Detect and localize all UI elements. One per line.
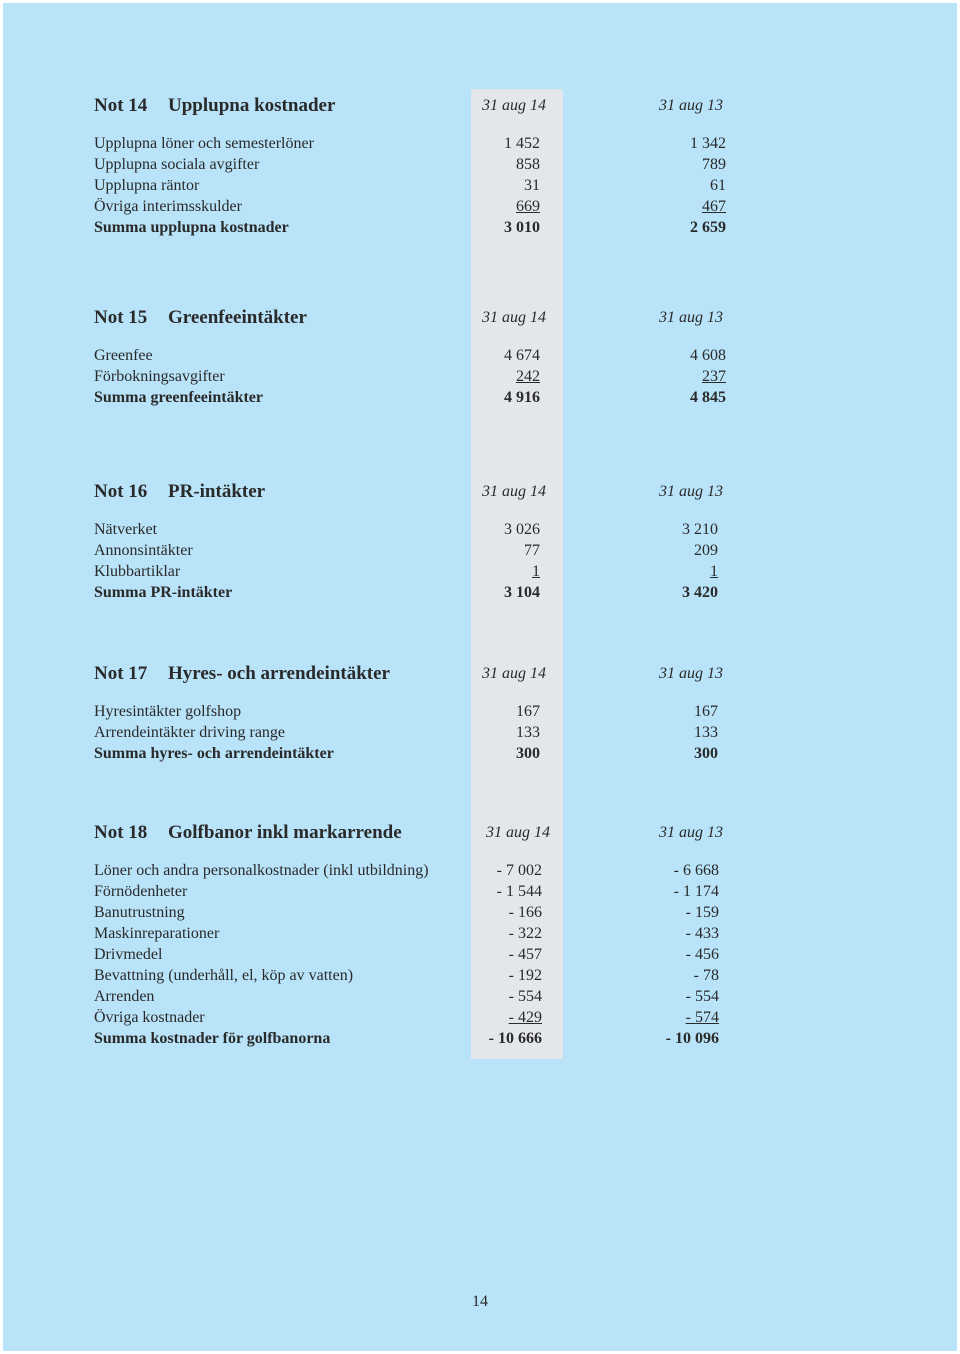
note-heading [94, 481, 794, 505]
value-previous-year: - 6 668 [673, 862, 719, 879]
value-previous-year: - 456 [685, 946, 719, 963]
column-header-previous-year: 31 aug 13 [659, 309, 723, 326]
row-label: Bevattning (underhåll, el, köp av vatten) [94, 967, 354, 984]
row-label: Upplupna löner och semesterlöner [94, 135, 314, 152]
row-label: Drivmedel [94, 946, 163, 963]
value-previous-year: - 554 [685, 988, 719, 1005]
column-header-current-year: 31 aug 14 [482, 483, 546, 500]
table-row [94, 724, 794, 745]
table-row [94, 1009, 794, 1030]
column-header-current-year: 31 aug 14 [486, 824, 550, 841]
value-previous-year: 3 210 [682, 521, 718, 538]
note-title: Hyres- och arrendeintäkter [168, 663, 390, 684]
value-previous-year: - 159 [685, 904, 719, 921]
note-heading [94, 822, 794, 846]
note-rows [94, 135, 794, 240]
value-previous-year: - 10 096 [665, 1030, 719, 1047]
value-current-year: 3 010 [504, 219, 540, 236]
table-row [94, 156, 794, 177]
table-row [94, 177, 794, 198]
row-label: Upplupna sociala avgifter [94, 156, 260, 173]
note-rows [94, 521, 794, 605]
table-row [94, 368, 794, 389]
value-current-year: - 1 544 [496, 883, 542, 900]
table-row [94, 946, 794, 967]
note-number: Not 17 [94, 663, 148, 684]
value-previous-year: 1 [710, 563, 718, 580]
value-previous-year: 4 845 [690, 389, 726, 406]
total-row [94, 745, 794, 766]
value-previous-year: 133 [694, 724, 718, 741]
note-rows [94, 347, 794, 410]
column-header-previous-year: 31 aug 13 [659, 483, 723, 500]
table-row [94, 563, 794, 584]
row-label: Summa hyres- och arrendeintäkter [94, 745, 334, 762]
row-label: Summa kostnader för golfbanorna [94, 1030, 331, 1047]
row-label: Upplupna räntor [94, 177, 200, 194]
value-previous-year: 167 [694, 703, 718, 720]
value-current-year: 31 [524, 177, 540, 194]
total-row [94, 1030, 794, 1051]
value-current-year: - 166 [508, 904, 542, 921]
column-header-previous-year: 31 aug 13 [659, 824, 723, 841]
value-current-year: 4 916 [504, 389, 540, 406]
table-row [94, 904, 794, 925]
value-current-year: 4 674 [504, 347, 540, 364]
value-current-year: - 457 [508, 946, 542, 963]
column-header-previous-year: 31 aug 13 [659, 665, 723, 682]
table-row [94, 198, 794, 219]
page-number: 14 [472, 1293, 488, 1310]
value-previous-year: 237 [702, 368, 726, 385]
value-previous-year: - 574 [685, 1009, 719, 1026]
value-current-year: - 10 666 [488, 1030, 542, 1047]
row-label: Summa upplupna kostnader [94, 219, 289, 236]
value-previous-year: 789 [702, 156, 726, 173]
table-row [94, 521, 794, 542]
value-current-year: 242 [516, 368, 540, 385]
row-label: Summa PR-intäkter [94, 584, 233, 601]
row-label: Arrendeintäkter driving range [94, 724, 286, 741]
value-previous-year: 4 608 [690, 347, 726, 364]
value-current-year: 3 026 [504, 521, 540, 538]
table-row [94, 703, 794, 724]
total-row [94, 219, 794, 240]
table-row [94, 883, 794, 904]
value-current-year: 669 [516, 198, 540, 215]
value-previous-year: 2 659 [690, 219, 726, 236]
column-header-previous-year: 31 aug 13 [659, 97, 723, 114]
row-label: Maskinreparationer [94, 925, 220, 942]
row-label: Nätverket [94, 521, 158, 538]
note-number: Not 16 [94, 481, 148, 502]
note-section [94, 307, 794, 410]
column-header-current-year: 31 aug 14 [482, 309, 546, 326]
row-label: Hyresintäkter golfshop [94, 703, 242, 720]
note-section [94, 663, 794, 766]
value-previous-year: - 78 [693, 967, 719, 984]
value-current-year: 167 [516, 703, 540, 720]
value-current-year: 133 [516, 724, 540, 741]
note-rows [94, 703, 794, 766]
value-current-year: 3 104 [504, 584, 540, 601]
note-section [94, 822, 794, 1051]
value-current-year: - 554 [508, 988, 542, 1005]
value-current-year: 1 452 [504, 135, 540, 152]
value-current-year: - 429 [508, 1009, 542, 1026]
column-header-current-year: 31 aug 14 [482, 665, 546, 682]
note-number: Not 18 [94, 822, 148, 843]
table-row [94, 542, 794, 563]
note-title: Greenfeeintäkter [168, 307, 307, 328]
row-label: Förbokningsavgifter [94, 368, 225, 385]
note-heading [94, 95, 794, 119]
note-section [94, 481, 794, 605]
row-label: Arrenden [94, 988, 155, 1005]
note-rows [94, 862, 794, 1051]
note-section [94, 95, 794, 240]
note-title: Golfbanor inkl markarrende [168, 822, 402, 843]
value-previous-year: 467 [702, 198, 726, 215]
total-row [94, 389, 794, 410]
note-title: Upplupna kostnader [168, 95, 336, 116]
value-previous-year: 3 420 [682, 584, 718, 601]
value-current-year: 1 [532, 563, 540, 580]
value-current-year: - 322 [508, 925, 542, 942]
report-page [3, 3, 957, 1351]
value-current-year: - 192 [508, 967, 542, 984]
value-current-year: 77 [524, 542, 540, 559]
note-number: Not 14 [94, 95, 148, 116]
note-title: PR-intäkter [168, 481, 266, 502]
total-row [94, 584, 794, 605]
value-current-year: 858 [516, 156, 540, 173]
row-label: Klubbartiklar [94, 563, 181, 580]
row-label: Löner och andra personalkostnader (inkl utbildning) [94, 862, 429, 879]
note-number: Not 15 [94, 307, 148, 328]
row-label: Förnödenheter [94, 883, 188, 900]
value-current-year: 300 [516, 745, 540, 762]
row-label: Greenfee [94, 347, 153, 364]
value-previous-year: - 1 174 [673, 883, 719, 900]
row-label: Övriga kostnader [94, 1009, 205, 1026]
value-previous-year: - 433 [685, 925, 719, 942]
column-header-current-year: 31 aug 14 [482, 97, 546, 114]
note-heading [94, 663, 794, 687]
table-row [94, 988, 794, 1009]
row-label: Summa greenfeeintäkter [94, 389, 263, 406]
table-row [94, 967, 794, 988]
row-label: Banutrustning [94, 904, 185, 921]
note-heading [94, 307, 794, 331]
value-previous-year: 61 [710, 177, 726, 194]
table-row [94, 862, 794, 883]
value-previous-year: 209 [694, 542, 718, 559]
row-label: Övriga interimsskulder [94, 198, 242, 215]
value-previous-year: 1 342 [690, 135, 726, 152]
table-row [94, 925, 794, 946]
table-row [94, 347, 794, 368]
value-previous-year: 300 [694, 745, 718, 762]
row-label: Annonsintäkter [94, 542, 193, 559]
table-row [94, 135, 794, 156]
value-current-year: - 7 002 [496, 862, 542, 879]
